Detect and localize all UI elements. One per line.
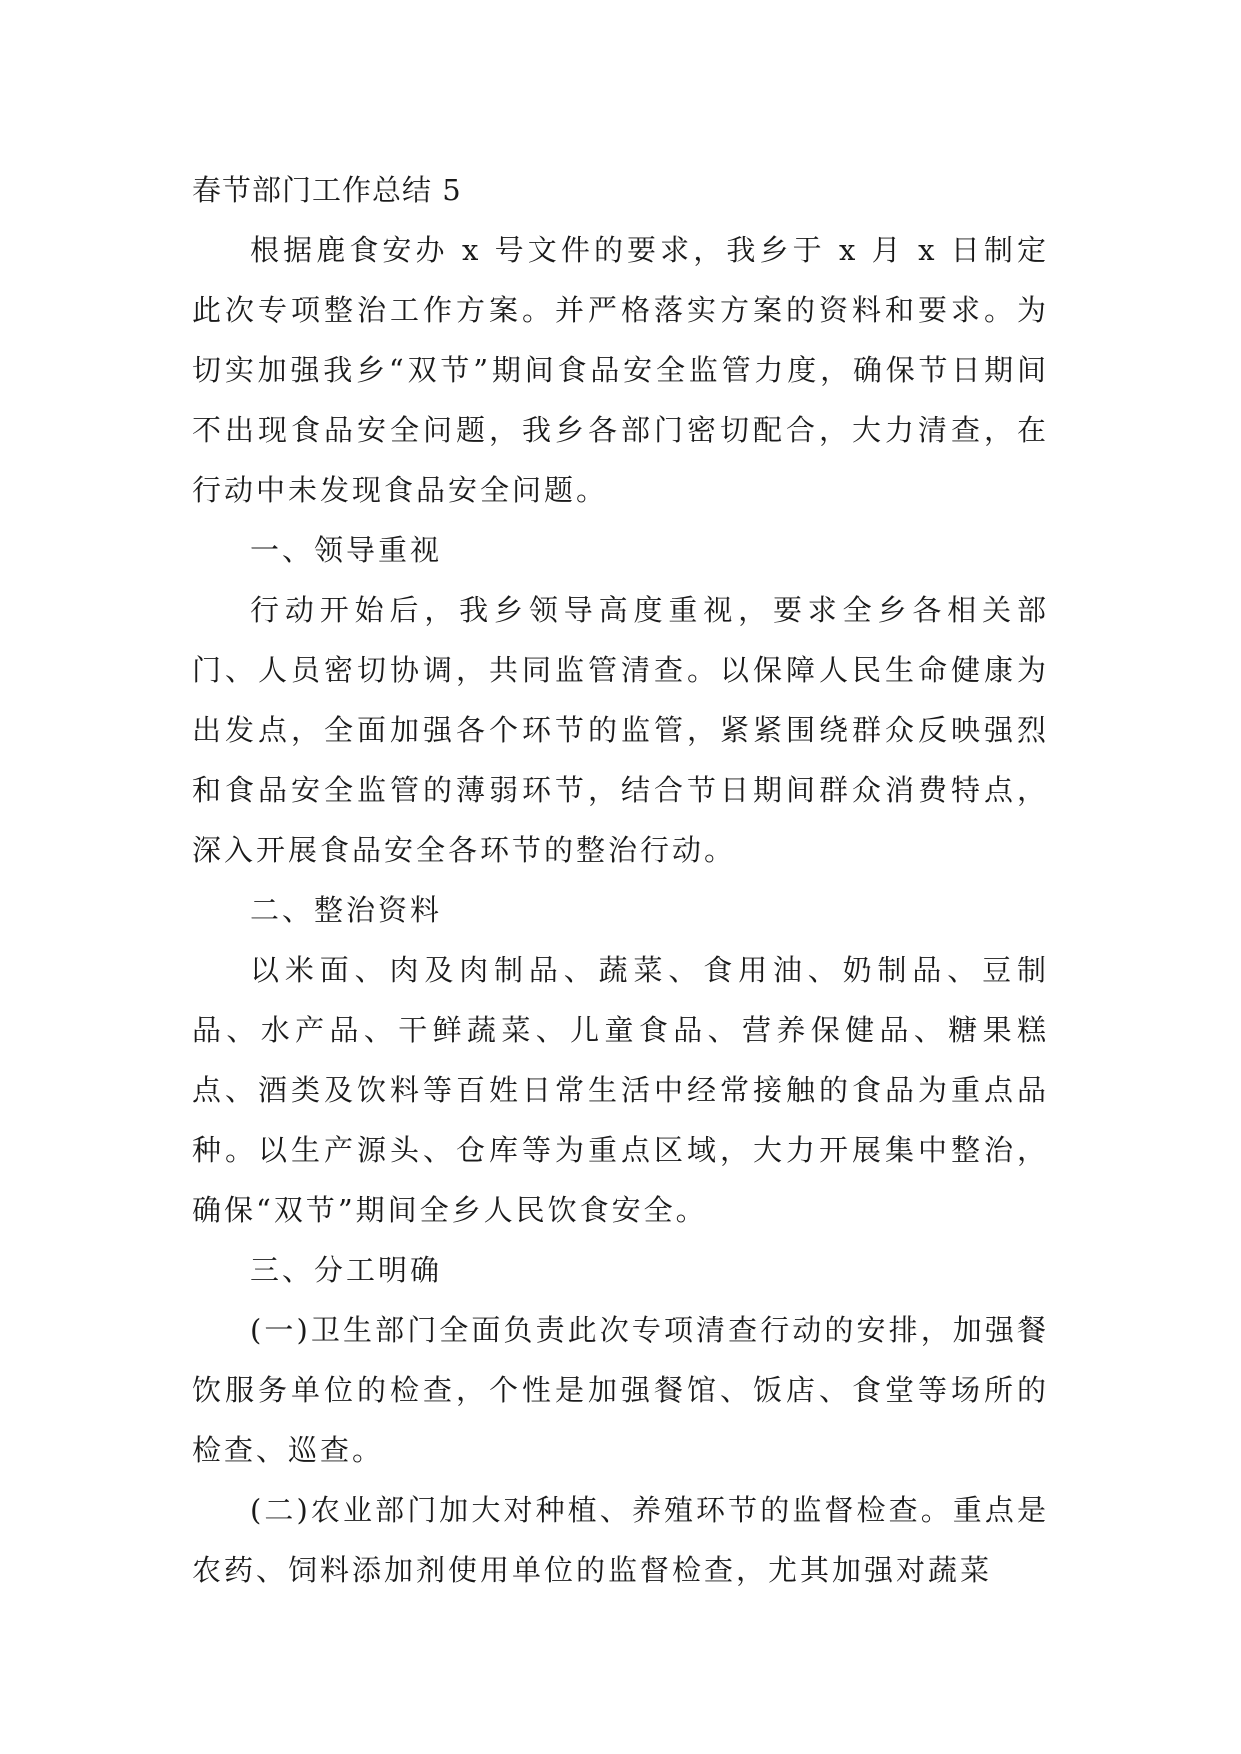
document-title: 春节部门工作总结 5 (192, 173, 462, 207)
section-3-item-1: (一)卫生部门全面负责此次专项清查行动的安排，加强餐饮服务单位的检查，个性是加强餐馆、饭店、食堂等场所的检查、巡查。 (192, 1313, 1049, 1467)
section-2-heading: 二、整治资料 (250, 893, 443, 927)
section-1-paragraph: 行动开始后，我乡领导高度重视，要求全乡各相关部门、人员密切协调，共同监管清查。以保障人民生命健康为出发点，全面加强各个环节的监管，紧紧围绕群众反映强烈和食品安全监管的薄弱环节，结合节日期间群众消费特点，深入开展食品安全各环节的整治行动。 (192, 593, 1049, 867)
intro-paragraph: 根据鹿食安办 x 号文件的要求，我乡于 x 月 x 日制定此次专项整治工作方案。并严格落实方案的资料和要求。为切实加强我乡“双节”期间食品安全监管力度，确保节日期间不出现食品安全问题，我乡各部门密切配合，大力清查，在行动中未发现食品安全问题。 (192, 233, 1049, 507)
document-page (192, 160, 1049, 1600)
section-3-item-2: (二)农业部门加大对种植、养殖环节的监督检查。重点是农药、饲料添加剂使用单位的监督检查，尤其加强对蔬菜 (192, 1493, 1049, 1587)
section-2-paragraph: 以米面、肉及肉制品、蔬菜、食用油、奶制品、豆制品、水产品、干鲜蔬菜、儿童食品、营养保健品、糖果糕点、酒类及饮料等百姓日常生活中经常接触的食品为重点品种。以生产源头、仓库等为重点区域，大力开展集中整治，确保“双节”期间全乡人民饮食安全。 (192, 953, 1049, 1227)
section-3-heading: 三、分工明确 (250, 1253, 443, 1287)
section-1-heading: 一、领导重视 (250, 533, 443, 567)
